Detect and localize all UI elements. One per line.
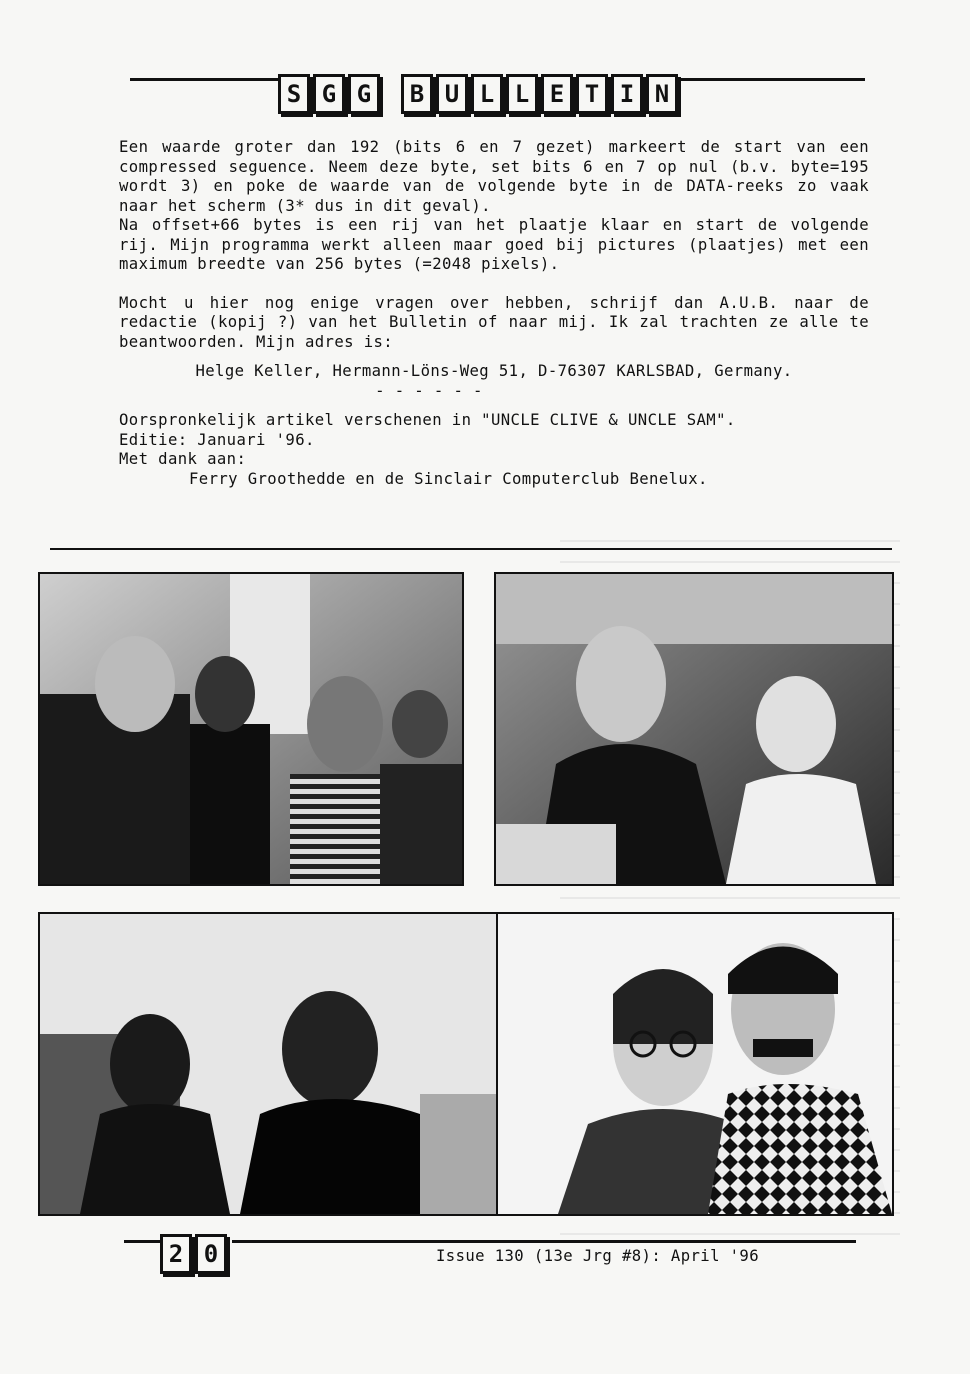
- masthead-letter: N: [646, 74, 678, 114]
- footer-rule-right: [232, 1240, 856, 1243]
- credit-thanks-label: Met dank aan:: [119, 450, 247, 468]
- page-number-digit: 0: [195, 1234, 227, 1274]
- paragraph-rows: Na offset+66 bytes is een rij van het plaatje klaar en start de volgende rij. Mijn programma werkt alleen maar goed bij pictures (plaatjes) met een maximum breedte van 256 bytes (=2048 pixels).: [119, 216, 869, 273]
- credit-edition: Editie: Januari '96.: [119, 430, 315, 449]
- footer-rule-left: [124, 1240, 164, 1243]
- masthead-letter: S: [278, 74, 310, 114]
- masthead-letter: E: [541, 74, 573, 114]
- article-body: [119, 138, 869, 489]
- masthead-rule-left: [130, 78, 280, 81]
- masthead-letter: G: [348, 74, 380, 114]
- page-number-digit: 2: [160, 1234, 192, 1274]
- section-divider: [50, 548, 892, 550]
- masthead-letter: B: [401, 74, 433, 114]
- separator: - - - - - -: [375, 381, 483, 400]
- photo-two-men: [38, 912, 500, 1216]
- issue-info: Issue 130 (13e Jrg #8): April '96: [436, 1247, 760, 1265]
- masthead-letter: I: [611, 74, 643, 114]
- page-number: [160, 1234, 230, 1274]
- address-line: Helge Keller, Hermann-Löns-Weg 51, D-76307 KARLSBAD, Germany.: [195, 362, 793, 380]
- masthead-rule-right: [665, 78, 865, 81]
- photo-couple-portrait: [496, 912, 894, 1216]
- paragraph-contact: Mocht u hier nog enige vragen over hebben, schrijf dan A.U.B. naar de redactie (kopij ?) van het Bulletin of naar mij. Ik zal trachten ze alle te beantwoorden. Mijn adres is:: [119, 293, 869, 351]
- credit-source: Oorspronkelijk artikel verschenen in "UNCLE CLIVE & UNCLE SAM".: [119, 411, 736, 429]
- paragraph-compression: Een waarde groter dan 192 (bits 6 en 7 gezet) markeert de start van een compressed seguence. Neem deze byte, set bits 6 en 7 op nul (b.v. byte=195 wordt 3) en poke de waarde van de volgende byte in de DATA-reeks zo vaak naar het scherm (3* dus in dit geval).: [119, 138, 869, 215]
- masthead-letter: L: [506, 74, 538, 114]
- masthead-title: [278, 74, 681, 114]
- masthead-letter: U: [436, 74, 468, 114]
- masthead-letter: L: [471, 74, 503, 114]
- photo-group-conversation: [38, 572, 464, 886]
- credit-names: Ferry Groothedde en de Sinclair Computerclub Benelux.: [189, 469, 708, 488]
- masthead-letter: T: [576, 74, 608, 114]
- photo-computer-users: [494, 572, 894, 886]
- masthead-letter: G: [313, 74, 345, 114]
